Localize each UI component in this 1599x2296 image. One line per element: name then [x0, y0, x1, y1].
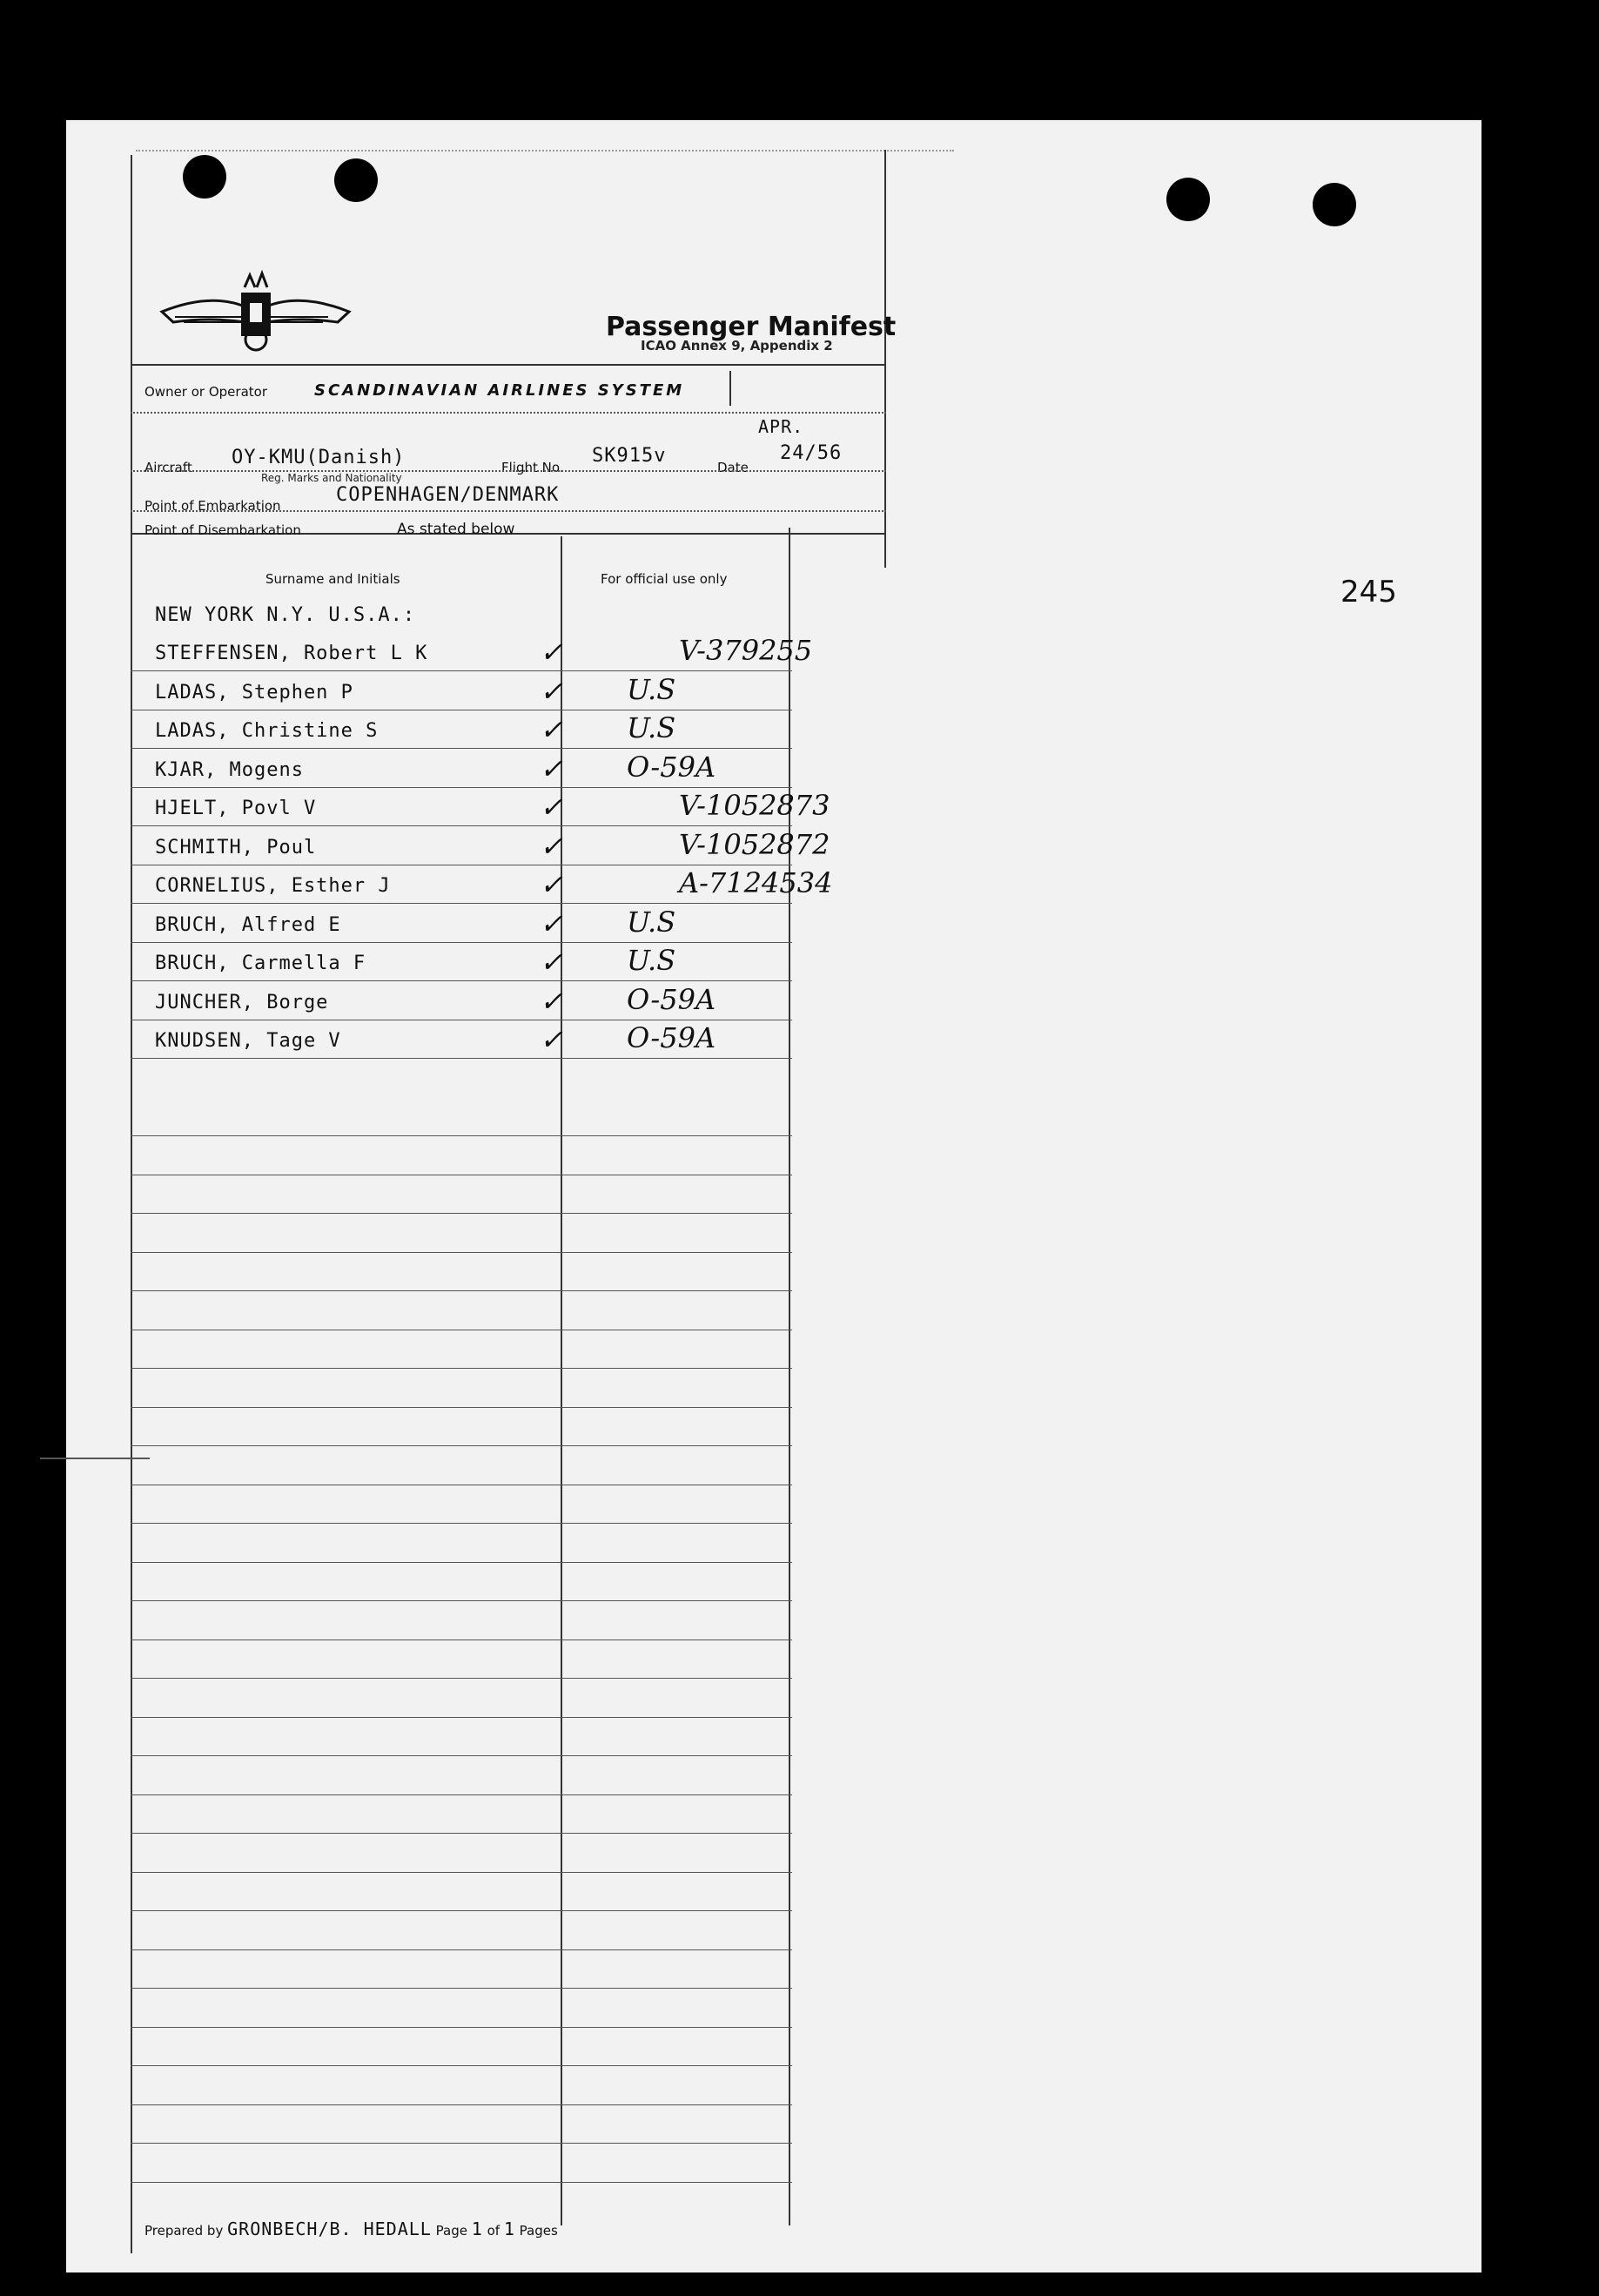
official-annotation: O-59A	[627, 1021, 716, 1054]
prepared-by-value: GRONBECH/B. HEDALL	[227, 2219, 432, 2239]
passenger-name: SCHMITH, Poul	[155, 836, 317, 858]
owner-value: SCANDINAVIAN AIRLINES SYSTEM	[314, 381, 685, 400]
aircraft-value: OY-KMU(Danish)	[232, 447, 406, 468]
manifest-title: Passenger Manifest	[606, 312, 897, 342]
page-value: 1	[471, 2219, 483, 2239]
manifest-sheet	[66, 120, 1481, 2272]
table-row-rule	[131, 942, 792, 943]
blank-row-rule	[131, 1755, 792, 1756]
pages-label: Pages	[519, 2223, 558, 2239]
table-right-border	[789, 528, 790, 2225]
official-annotation: A-7124534	[679, 866, 833, 899]
check-mark-icon: ✓	[540, 829, 563, 863]
prepared-by-label: Prepared by	[144, 2223, 224, 2239]
check-mark-icon: ✓	[540, 946, 563, 979]
embarkation-value: COPENHAGEN/DENMARK	[336, 484, 560, 506]
destination-heading: NEW YORK N.Y. U.S.A.:	[155, 604, 416, 626]
check-mark-icon: ✓	[540, 713, 563, 746]
owner-label: Owner or Operator	[144, 384, 267, 400]
blank-row-rule	[131, 1135, 792, 1136]
punch-hole	[1166, 178, 1210, 221]
passenger-name: STEFFENSEN, Robert L K	[155, 643, 428, 664]
official-annotation: U.S	[627, 944, 676, 977]
passenger-name: LADAS, Christine S	[155, 720, 379, 742]
blank-row-rule	[131, 1678, 792, 1679]
blank-row-rule	[131, 1988, 792, 1989]
date-month: APR.	[758, 416, 804, 437]
blank-row-rule	[131, 2182, 792, 2183]
page-label: Page	[435, 2223, 467, 2239]
blank-row-rule	[131, 1290, 792, 1291]
official-annotation: U.S	[627, 905, 676, 939]
passenger-name: KJAR, Mogens	[155, 758, 304, 781]
blank-row-rule	[131, 1407, 792, 1408]
blank-row-rule	[131, 1717, 792, 1718]
blank-row-rule	[131, 1910, 792, 1911]
aircraft-label: Aircraft	[144, 460, 192, 475]
blank-row-rule	[131, 2027, 792, 2028]
passenger-name: BRUCH, Carmella F	[155, 953, 366, 974]
passenger-name: CORNELIUS, Esther J	[155, 875, 391, 897]
blank-row-rule	[131, 2065, 792, 2066]
blank-row-rule	[131, 2104, 792, 2105]
blank-row-rule	[131, 2143, 792, 2144]
official-annotation: U.S	[627, 711, 676, 744]
table-row-rule	[131, 903, 792, 904]
passenger-name: JUNCHER, Borge	[155, 991, 329, 1013]
blank-row-rule	[131, 1445, 792, 1446]
official-annotation: U.S	[627, 672, 676, 706]
disembarkation-label: Point of Disembarkation	[144, 522, 301, 538]
blank-row-rule	[131, 1368, 792, 1369]
owner-tick	[729, 371, 731, 406]
check-mark-icon: ✓	[540, 751, 563, 785]
column-header-names: Surname and Initials	[265, 571, 400, 587]
check-mark-icon: ✓	[540, 868, 563, 901]
form-top-border	[136, 150, 954, 151]
airline-wings-logo	[158, 268, 353, 373]
table-row-rule	[131, 980, 792, 981]
date-label: Date	[717, 460, 749, 475]
check-mark-icon: ✓	[540, 906, 563, 940]
disembarkation-value: As stated below	[397, 521, 515, 538]
passenger-name: LADAS, Stephen P	[155, 681, 353, 704]
official-annotation: V-1052873	[679, 789, 830, 822]
column-header-official: For official use only	[601, 571, 728, 587]
flight-value: SK915v	[592, 445, 667, 467]
table-row-rule	[131, 1058, 792, 1059]
punch-hole	[183, 155, 226, 199]
title-rule	[131, 364, 884, 366]
table-column-divider	[561, 536, 562, 2225]
blank-row-rule	[131, 1794, 792, 1795]
blank-row-rule	[131, 1562, 792, 1563]
check-mark-icon: ✓	[540, 984, 563, 1018]
table-row-rule	[131, 787, 792, 788]
check-mark-icon: ✓	[540, 1023, 563, 1056]
date-value: 24/56	[780, 442, 843, 464]
official-annotation: O-59A	[627, 982, 716, 1016]
form-footer	[144, 2219, 558, 2239]
manifest-subtitle: ICAO Annex 9, Appendix 2	[641, 338, 833, 353]
passenger-name: HJELT, Povl V	[155, 798, 317, 819]
check-mark-icon: ✓	[540, 791, 563, 824]
table-row-rule	[131, 748, 792, 749]
blank-row-rule	[131, 1213, 792, 1214]
passenger-table	[131, 536, 833, 2225]
blank-row-rule	[131, 1523, 792, 1524]
aircraft-sub-label: Reg. Marks and Nationality	[261, 472, 402, 484]
passenger-name: KNUDSEN, Tage V	[155, 1030, 341, 1052]
page-number: 245	[1340, 575, 1397, 609]
owner-rule	[131, 412, 886, 414]
punch-hole	[334, 158, 378, 202]
blank-row-rule	[131, 1252, 792, 1253]
official-annotation: V-379255	[679, 634, 813, 667]
margin-mark	[40, 1458, 150, 1459]
passenger-name: BRUCH, Alfred E	[155, 913, 341, 936]
table-row-rule	[131, 670, 792, 671]
blank-row-rule	[131, 1833, 792, 1834]
blank-row-rule	[131, 1600, 792, 1601]
form-right-border	[884, 150, 886, 568]
table-row-rule	[131, 825, 792, 826]
embark-rule	[131, 510, 886, 512]
embarkation-label: Point of Embarkation	[144, 498, 281, 514]
check-mark-icon: ✓	[540, 636, 563, 669]
official-annotation: V-1052872	[679, 827, 830, 861]
official-annotation: O-59A	[627, 750, 716, 784]
of-label: of	[487, 2223, 501, 2239]
flight-label: Flight No.	[501, 460, 564, 475]
blank-row-rule	[131, 1872, 792, 1873]
check-mark-icon: ✓	[540, 674, 563, 708]
punch-hole	[1313, 183, 1356, 226]
blank-row-rule	[131, 1949, 792, 1950]
aircraft-rule	[131, 470, 886, 472]
of-value: 1	[503, 2219, 515, 2239]
